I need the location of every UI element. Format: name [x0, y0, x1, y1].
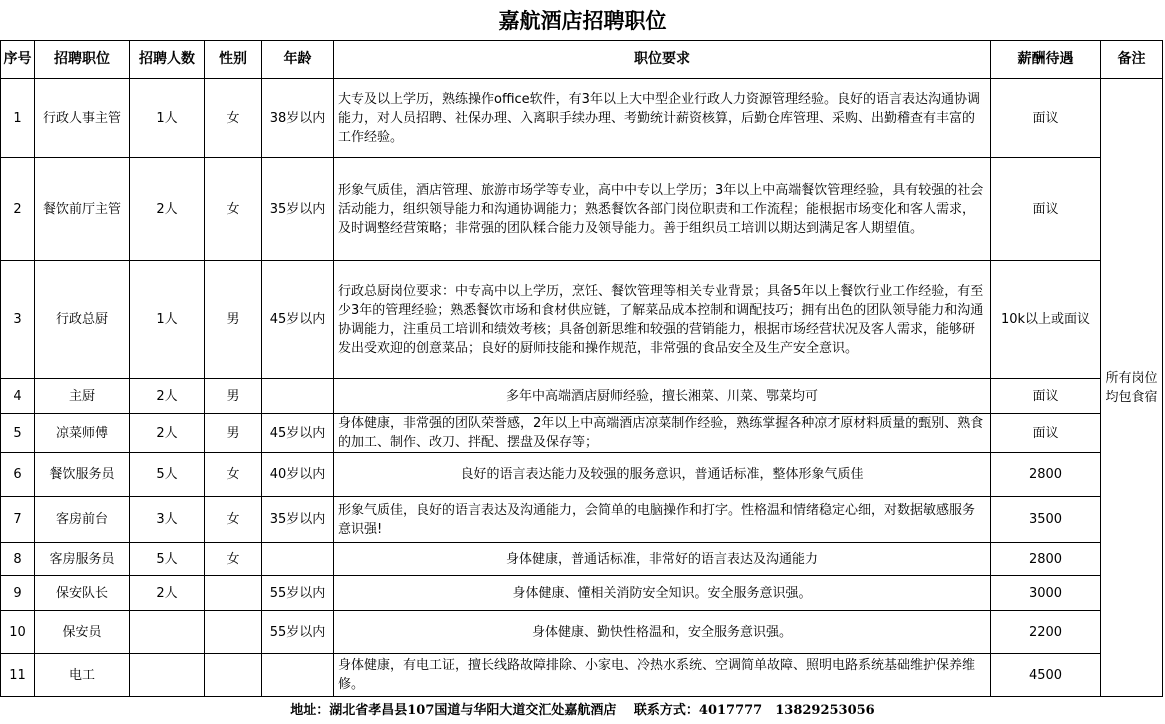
- row-salary: 面议: [991, 414, 1101, 453]
- row-position: 保安员: [35, 611, 130, 654]
- row-age: 55岁以内: [262, 611, 334, 654]
- row-position: 行政总厨: [35, 261, 130, 379]
- row-no: 2: [1, 158, 35, 261]
- row-no: 11: [1, 654, 35, 697]
- row-count: [130, 654, 205, 697]
- row-age: [262, 654, 334, 697]
- header-remark: 备注: [1101, 41, 1163, 79]
- header-salary: 薪酬待遇: [991, 41, 1101, 79]
- row-gender: 男: [205, 379, 262, 414]
- row-position: 行政人事主管: [35, 79, 130, 158]
- row-gender: 女: [205, 158, 262, 261]
- row-age: [262, 379, 334, 414]
- row-gender: 男: [205, 414, 262, 453]
- row-salary: 4500: [991, 654, 1101, 697]
- row-age: 40岁以内: [262, 453, 334, 497]
- row-age: 35岁以内: [262, 158, 334, 261]
- row-salary: 3000: [991, 576, 1101, 611]
- row-count: 1人: [130, 261, 205, 379]
- footer-contact: 地址：湖北省孝昌县107国道与华阳大道交汇处嘉航酒店 联系方式：4017777 13829253056: [290, 703, 875, 718]
- row-gender: 女: [205, 453, 262, 497]
- table-row: [1, 497, 1163, 543]
- table-row: [1, 543, 1163, 576]
- row-count: 2人: [130, 158, 205, 261]
- row-salary: 面议: [991, 79, 1101, 158]
- row-no: 6: [1, 453, 35, 497]
- row-gender: 女: [205, 79, 262, 158]
- row-no: 1: [1, 79, 35, 158]
- row-position: 保安队长: [35, 576, 130, 611]
- row-position: 凉菜师傅: [35, 414, 130, 453]
- row-position: 客房服务员: [35, 543, 130, 576]
- row-position: 电工: [35, 654, 130, 697]
- header-count: 招聘人数: [130, 41, 205, 79]
- row-count: 2人: [130, 576, 205, 611]
- header-gender: 性别: [205, 41, 262, 79]
- row-gender: 女: [205, 543, 262, 576]
- row-salary: 2800: [991, 543, 1101, 576]
- row-requirements: 身体健康，有电工证，擅长线路故障排除、小家电、冷热水系统、空调简单故障、照明电路系统基础维护保养维修。: [334, 654, 991, 697]
- row-position: 主厨: [35, 379, 130, 414]
- row-requirements: 形象气质佳，良好的语言表达及沟通能力，会简单的电脑操作和打字。性格温和情绪稳定心细，对数据敏感服务意识强!: [334, 497, 991, 543]
- row-no: 10: [1, 611, 35, 654]
- row-count: [130, 611, 205, 654]
- row-requirements: 身体健康、勤快性格温和，安全服务意识强。: [334, 611, 991, 654]
- row-no: 4: [1, 379, 35, 414]
- jobs-table: [0, 40, 1163, 697]
- table-row: [1, 261, 1163, 379]
- table-row: [1, 453, 1163, 497]
- row-no: 8: [1, 543, 35, 576]
- row-age: [262, 543, 334, 576]
- row-salary: 2800: [991, 453, 1101, 497]
- header-no: 序号: [1, 41, 35, 79]
- row-no: 7: [1, 497, 35, 543]
- row-count: 3人: [130, 497, 205, 543]
- row-salary: 10k以上或面议: [991, 261, 1101, 379]
- row-position: 餐饮服务员: [35, 453, 130, 497]
- row-requirements: 大专及以上学历，熟练操作office软件，有3年以上大中型企业行政人力资源管理经验。良好的语言表达沟通协调能力，对人员招聘、社保办理、入离职手续办理、考勤统计薪资核算，后勤仓库管理、采购、出勤稽查有丰富的工作经验。: [334, 79, 991, 158]
- row-no: 5: [1, 414, 35, 453]
- table-row: [1, 611, 1163, 654]
- row-no: 9: [1, 576, 35, 611]
- row-age: 35岁以内: [262, 497, 334, 543]
- table-row: [1, 379, 1163, 414]
- row-requirements: 行政总厨岗位要求：中专高中以上学历，烹饪、餐饮管理等相关专业背景；具备5年以上餐饮行业工作经验，有至少3年的管理经验；熟悉餐饮市场和食材供应链，了解菜品成本控制和调配技巧；拥有出色的团队领导能力和沟通协调能力，注重员工培训和绩效考核；具备创新思维和较强的营销能力，根据市场经营状况及客人需求，能够研发出受欢迎的创意菜品；良好的厨师技能和操作规范，非常强的食品安全及生产安全意识。: [334, 261, 991, 379]
- row-requirements: 多年中高端酒店厨师经验，擅长湘菜、川菜、鄂菜均可: [334, 379, 991, 414]
- row-requirements: 良好的语言表达能力及较强的服务意识，普通话标准，整体形象气质佳: [334, 453, 991, 497]
- row-requirements: 形象气质佳，酒店管理、旅游市场学等专业，高中中专以上学历；3年以上中高端餐饮管理经验，具有较强的社会活动能力，组织领导能力和沟通协调能力；熟悉餐饮各部门岗位职责和工作流程；能根据市场变化和客人需求，及时调整经营策略；非常强的团队糅合能力及领导能力。善于组织员工培训以期达到满足客人期望值。: [334, 158, 991, 261]
- row-count: 2人: [130, 414, 205, 453]
- table-row: [1, 79, 1163, 158]
- row-age: 45岁以内: [262, 261, 334, 379]
- row-count: 5人: [130, 453, 205, 497]
- table-row: [1, 654, 1163, 697]
- row-count: 2人: [130, 379, 205, 414]
- row-gender: [205, 611, 262, 654]
- row-salary: 面议: [991, 379, 1101, 414]
- page-title: 嘉航酒店招聘职位: [498, 8, 667, 33]
- row-salary: 2200: [991, 611, 1101, 654]
- table-row: [1, 576, 1163, 611]
- row-requirements: 身体健康，非常强的团队荣誉感，2年以上中高端酒店凉菜制作经验，熟练掌握各种凉才原材料质量的甄别、熟食的加工、制作、改刀、拌配、摆盘及保存等；: [334, 414, 991, 453]
- row-count: 5人: [130, 543, 205, 576]
- row-requirements: 身体健康，普通话标准，非常好的语言表达及沟通能力: [334, 543, 991, 576]
- header-position: 招聘职位: [35, 41, 130, 79]
- header-requirements: 职位要求: [334, 41, 991, 79]
- row-gender: 女: [205, 497, 262, 543]
- row-count: 1人: [130, 79, 205, 158]
- row-gender: [205, 576, 262, 611]
- table-row: [1, 158, 1163, 261]
- remark-note: 所有岗位均包食宿: [1101, 79, 1163, 697]
- row-age: 55岁以内: [262, 576, 334, 611]
- table-row: [1, 414, 1163, 453]
- row-salary: 面议: [991, 158, 1101, 261]
- row-position: 餐饮前厅主管: [35, 158, 130, 261]
- row-no: 3: [1, 261, 35, 379]
- row-gender: [205, 654, 262, 697]
- table-header-row: [1, 41, 1163, 79]
- header-age: 年龄: [262, 41, 334, 79]
- row-age: 38岁以内: [262, 79, 334, 158]
- row-position: 客房前台: [35, 497, 130, 543]
- row-requirements: 身体健康、懂相关消防安全知识。安全服务意识强。: [334, 576, 991, 611]
- row-salary: 3500: [991, 497, 1101, 543]
- row-gender: 男: [205, 261, 262, 379]
- row-age: 45岁以内: [262, 414, 334, 453]
